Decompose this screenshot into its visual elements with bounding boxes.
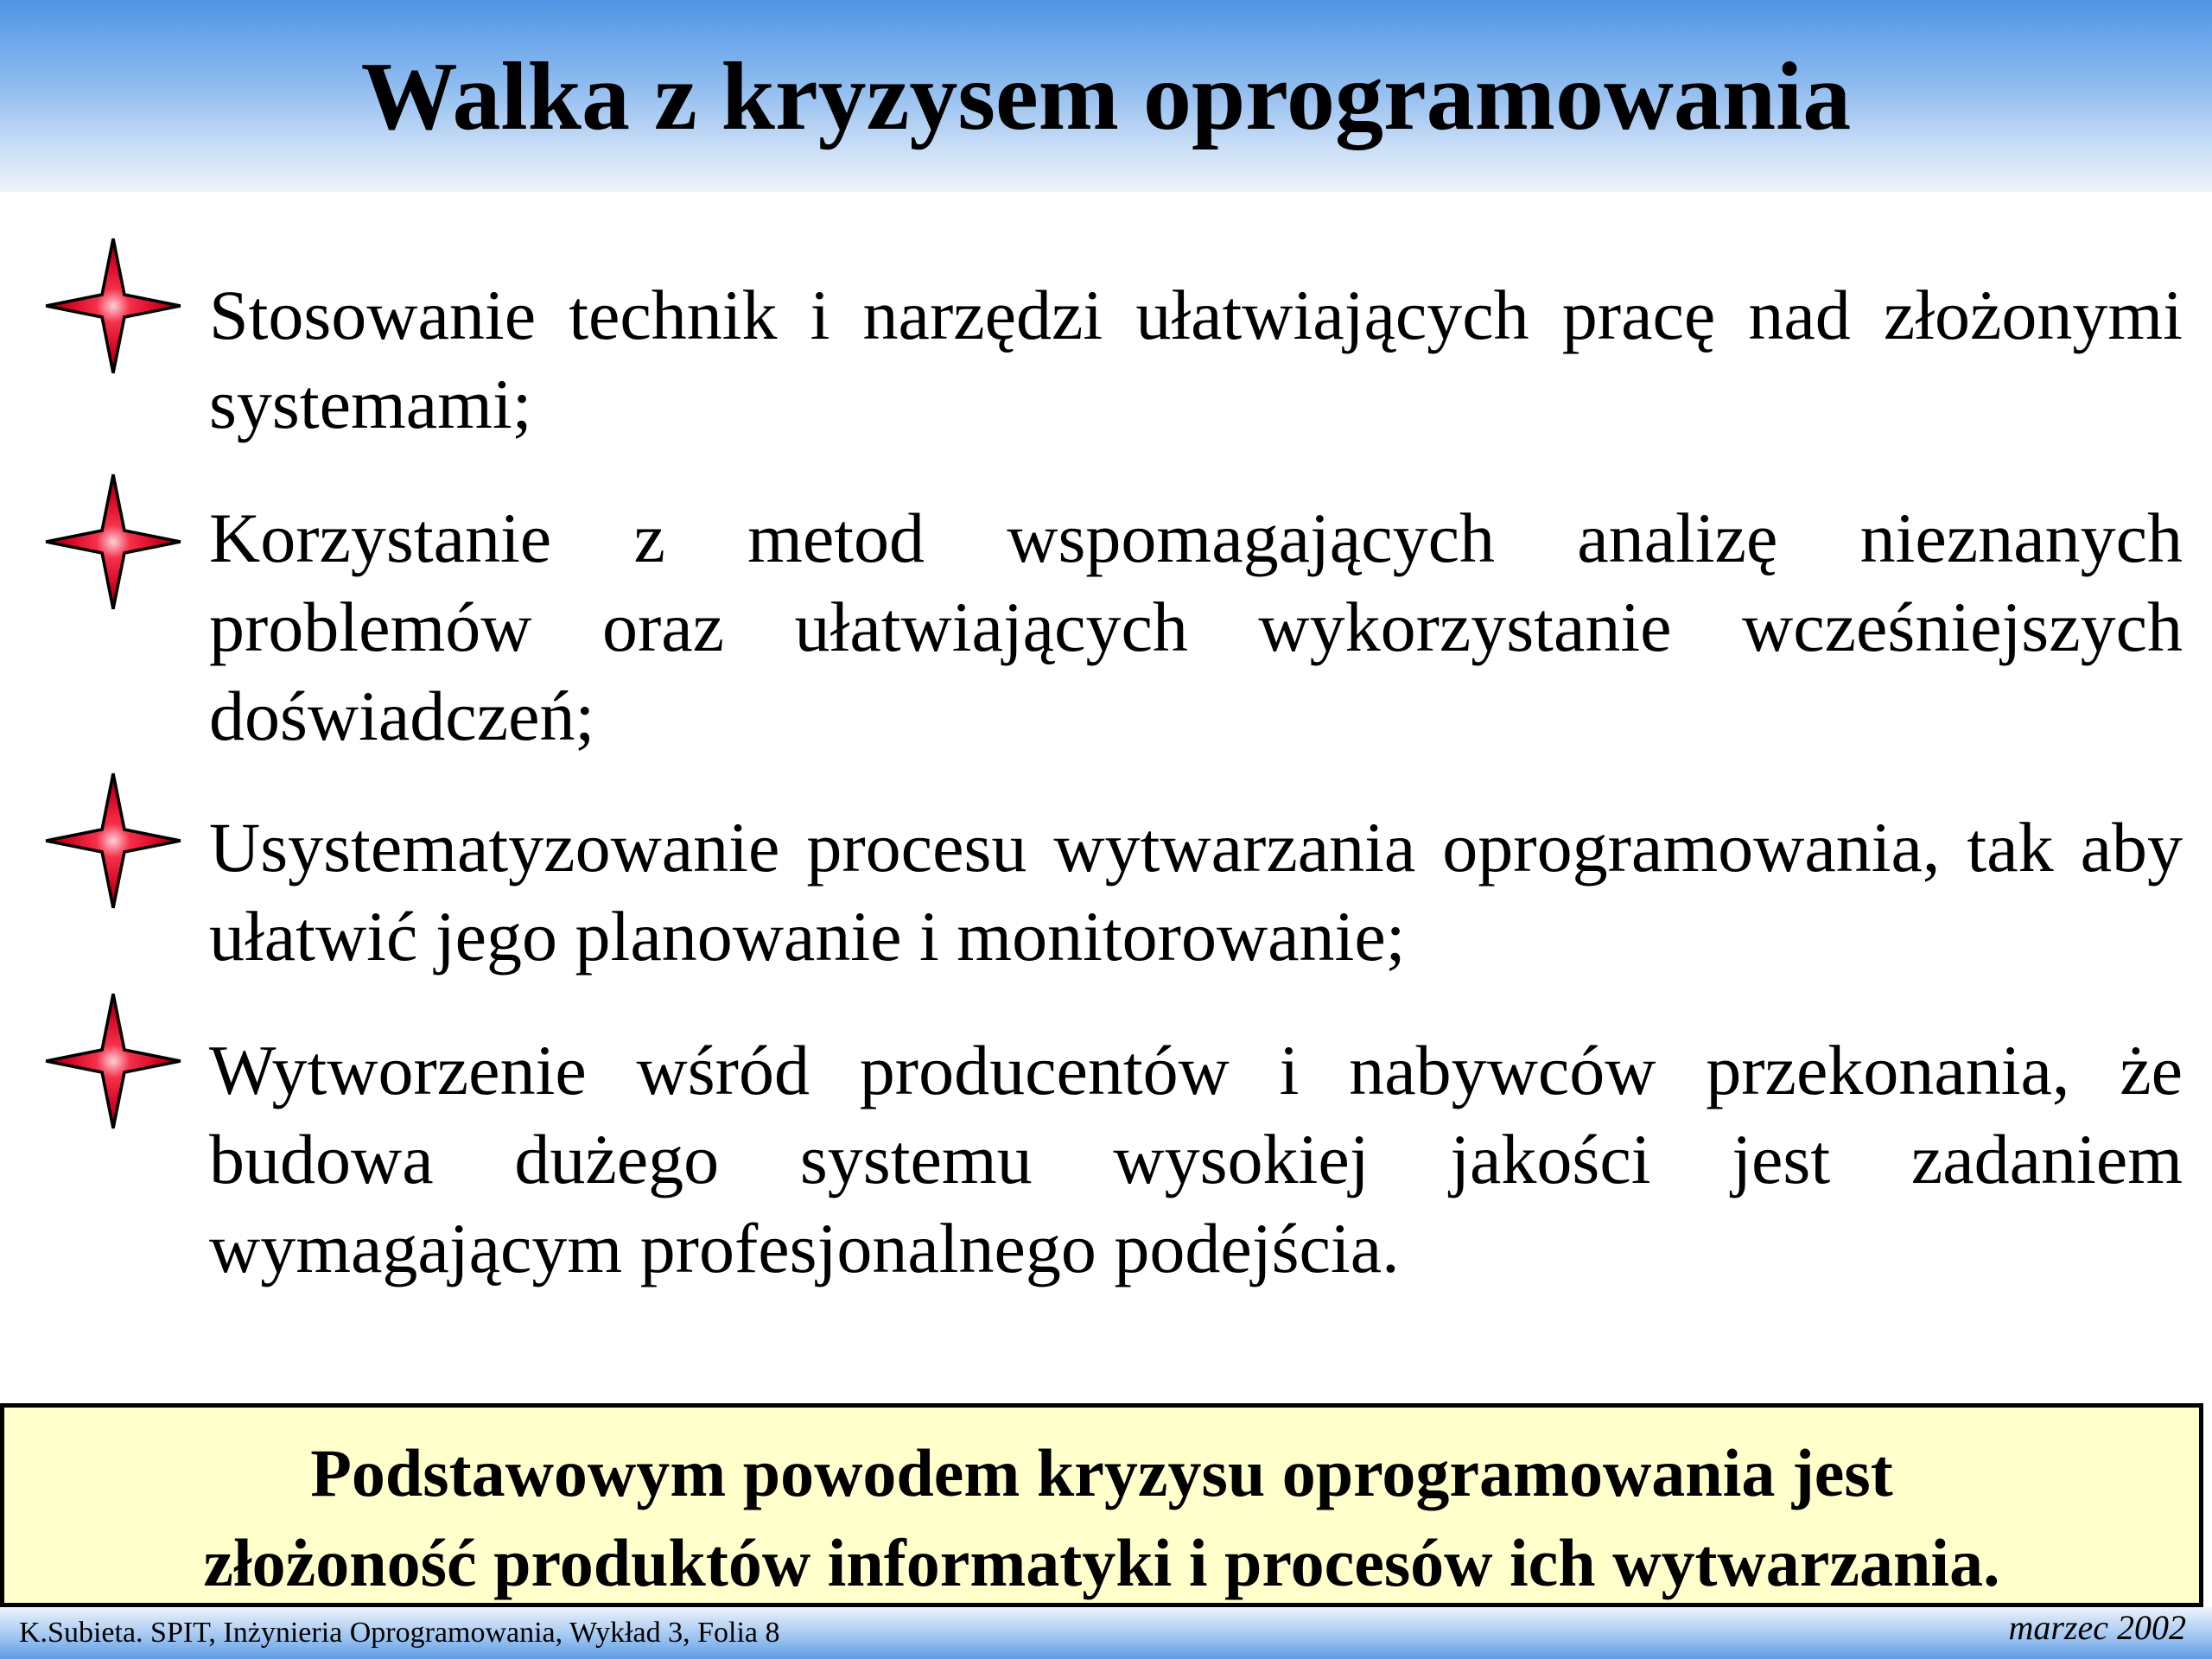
four-point-star-icon <box>43 236 183 376</box>
summary-line-2: złożoność produktów informatyki i procesów ich wytwarzania. <box>203 1525 2000 1600</box>
slide-title: Walka z kryzysem oprogramowania <box>360 43 1852 150</box>
footer-bar <box>0 1607 2212 1659</box>
bullet-text: Usystematyzowanie procesu wytwarzania oprogramowania, tak aby ułatwić jego planowanie i monitorowanie; <box>209 808 2183 976</box>
summary-box <box>0 1403 2203 1607</box>
footer-credit: K.Subieta. SPIT, Inżynieria Oprogramowania, Wykład 3, Folia 8 <box>19 1617 780 1649</box>
four-point-star-icon <box>43 991 183 1131</box>
four-point-star-icon <box>43 472 183 612</box>
bullet-text: Korzystanie z metod wspomagających analizę nieznanych problemów oraz ułatwiających wykorzystanie wcześniejszych doświadczeń; <box>209 499 2183 755</box>
bullet-text: Wytworzenie wśród producentów i nabywców przekonania, że budowa dużego systemu wysokiej jakości jest zadaniem wymagającym profesjonalnego podejścia. <box>209 1031 2183 1287</box>
bullet-text: Stosowanie technik i narzędzi ułatwiających pracę nad złożonymi systemami; <box>209 276 2183 443</box>
footer-date: marzec 2002 <box>2008 1608 2186 1647</box>
summary-text <box>4 1428 2199 1608</box>
title-bar <box>0 0 2212 192</box>
summary-line-1: Podstawowym powodem kryzysu oprogramowania jest <box>310 1435 1893 1510</box>
four-point-star-icon <box>43 771 183 911</box>
